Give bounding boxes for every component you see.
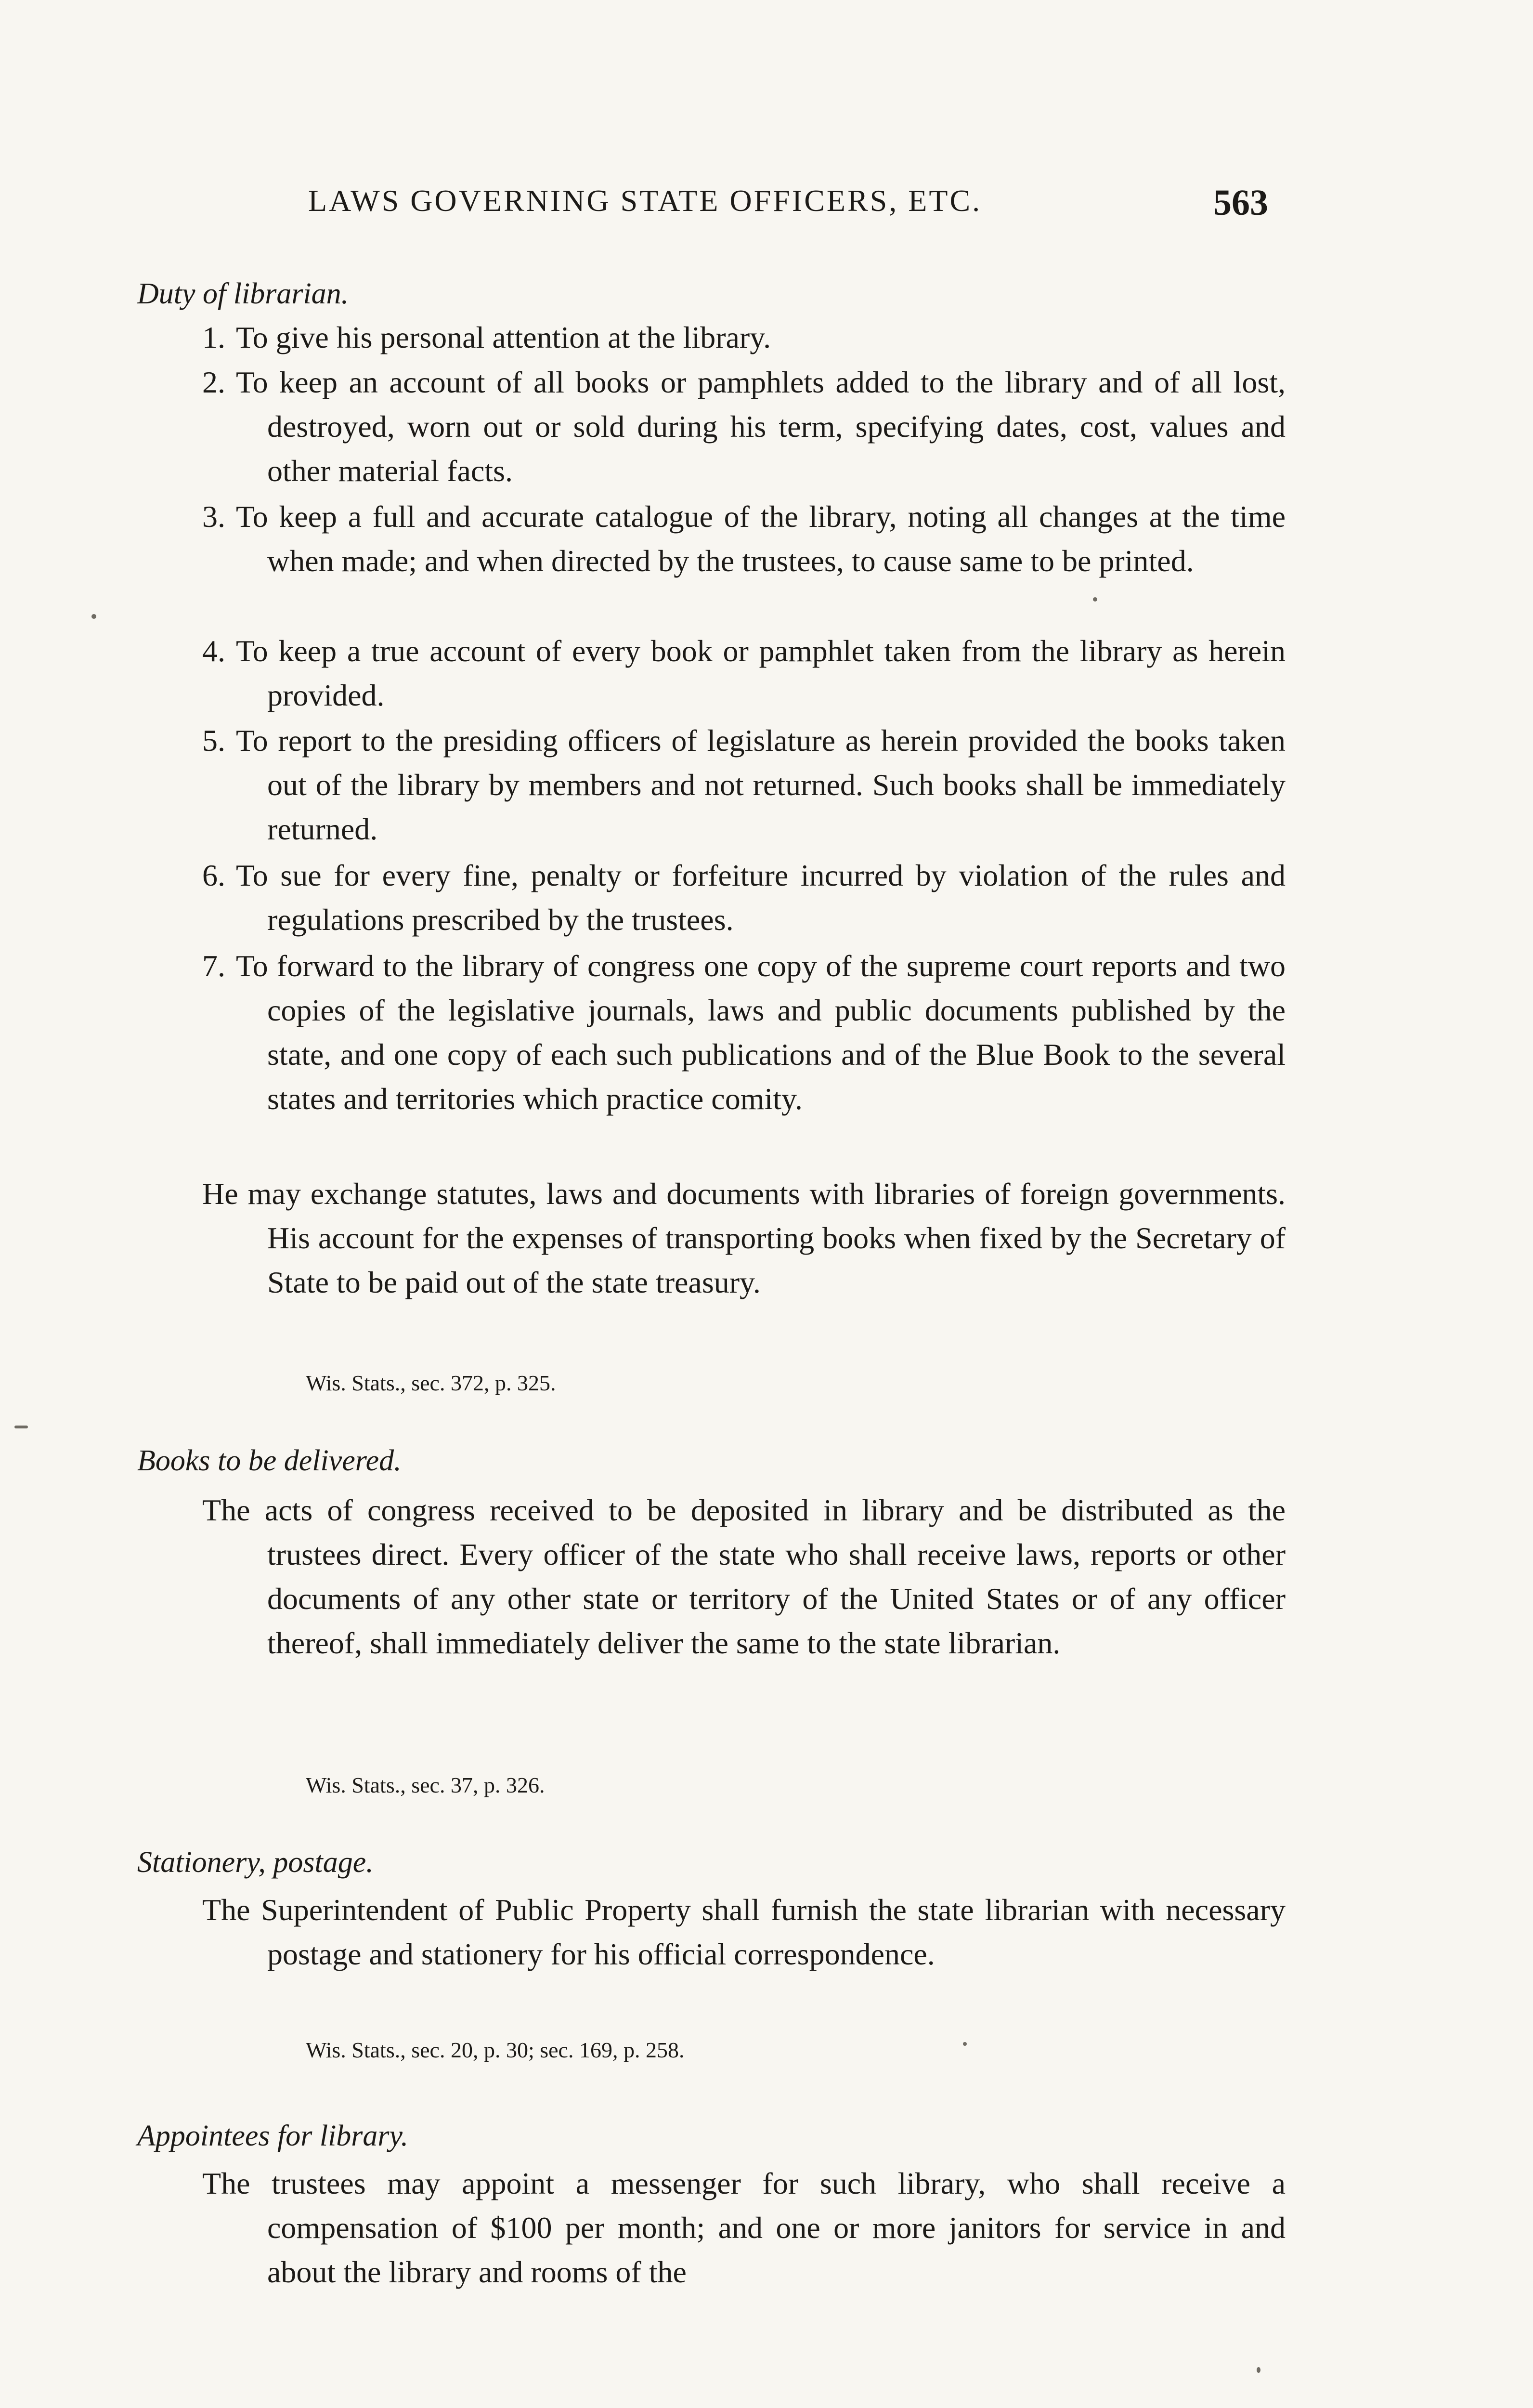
scan-speck <box>1093 597 1097 602</box>
duty-item-text: To keep a true account of every book or pamphlet taken from the library as herein provided. <box>236 634 1286 712</box>
duty-item-number: 7. <box>202 949 225 983</box>
duty-item-number: 6. <box>202 858 225 892</box>
section-heading-books: Books to be delivered. <box>137 1444 402 1477</box>
section-heading-stationery: Stationery, postage. <box>137 1846 374 1879</box>
duty-item-7 <box>202 944 1286 1121</box>
duty-item-1 <box>202 315 1286 360</box>
duty-paragraph <box>202 1172 1286 1305</box>
duty-item-text: To give his personal attention at the library. <box>236 320 771 354</box>
scan-speck <box>14 1426 28 1428</box>
page-number: 563 <box>1213 183 1268 223</box>
duty-item-text: To report to the presiding officers of legislature as herein provided the books taken out of the library by members and not returned. Such books shall be immediately returned. <box>236 723 1286 846</box>
duty-item-text: To forward to the library of congress one copy of the supreme court reports and two copies of the legislative journals, laws and public documents published by the state, and one copy of each such publications and of the Blue Book to the several states and territories which practice comity. <box>236 949 1286 1116</box>
scan-speck <box>1257 2367 1260 2373</box>
books-citation: Wis. Stats., sec. 37, p. 326. <box>306 1773 545 1797</box>
books-paragraph <box>202 1488 1286 1665</box>
duty-item-4 <box>202 629 1286 718</box>
duty-item-text: To sue for every fine, penalty or forfeiture incurred by violation of the rules and regulations prescribed by the trustees. <box>236 858 1286 937</box>
duty-item-text: To keep an account of all books or pamphlets added to the library and of all lost, destroyed, worn out or sold during his term, specifying dates, cost, values and other material facts. <box>236 365 1286 488</box>
duty-citation: Wis. Stats., sec. 372, p. 325. <box>306 1371 556 1395</box>
stationery-paragraph <box>202 1888 1286 1976</box>
books-paragraph-text: The acts of congress received to be deposited in library and be distributed as the trustees direct. Every officer of the state who shall receive laws, reports or other documents of any other state or territory of the United States or of any officer thereof, shall immediately deliver the same to the state librarian. <box>202 1493 1286 1660</box>
duty-item-5 <box>202 719 1286 851</box>
duty-item-number: 3. <box>202 499 225 534</box>
duty-item-number: 5. <box>202 723 225 758</box>
scan-speck <box>963 2042 967 2046</box>
duty-item-number: 2. <box>202 365 225 399</box>
duty-item-number: 4. <box>202 634 225 668</box>
duty-item-number: 1. <box>202 320 225 354</box>
duty-paragraph-text: He may exchange statutes, laws and documents with libraries of foreign governments. His account for the expenses of transporting books when fixed by the Secretary of State to be paid out of the state treasury. <box>202 1177 1286 1299</box>
running-head-title: LAWS GOVERNING STATE OFFICERS, ETC. <box>308 183 982 218</box>
duty-item-text: To keep a full and accurate catalogue of the library, noting all changes at the time when made; and when directed by the trustees, to cause same to be printed. <box>236 499 1286 578</box>
section-heading-duty: Duty of librarian. <box>137 277 349 310</box>
appointees-paragraph <box>202 2161 1286 2294</box>
appointees-paragraph-text: The trustees may appoint a messenger for such library, who shall receive a compensation of $100 per month; and one or more janitors for service in and about the library and rooms of the <box>202 2166 1286 2289</box>
duty-item-2 <box>202 360 1286 493</box>
scan-speck <box>91 614 96 619</box>
section-heading-appointees: Appointees for library. <box>137 2120 409 2152</box>
duty-item-6 <box>202 853 1286 942</box>
stationery-citation: Wis. Stats., sec. 20, p. 30; sec. 169, p. 258. <box>306 2038 685 2062</box>
stationery-paragraph-text: The Superintendent of Public Property shall furnish the state librarian with necessary postage and stationery for his official correspondence. <box>202 1893 1286 1971</box>
duty-item-3 <box>202 495 1286 583</box>
